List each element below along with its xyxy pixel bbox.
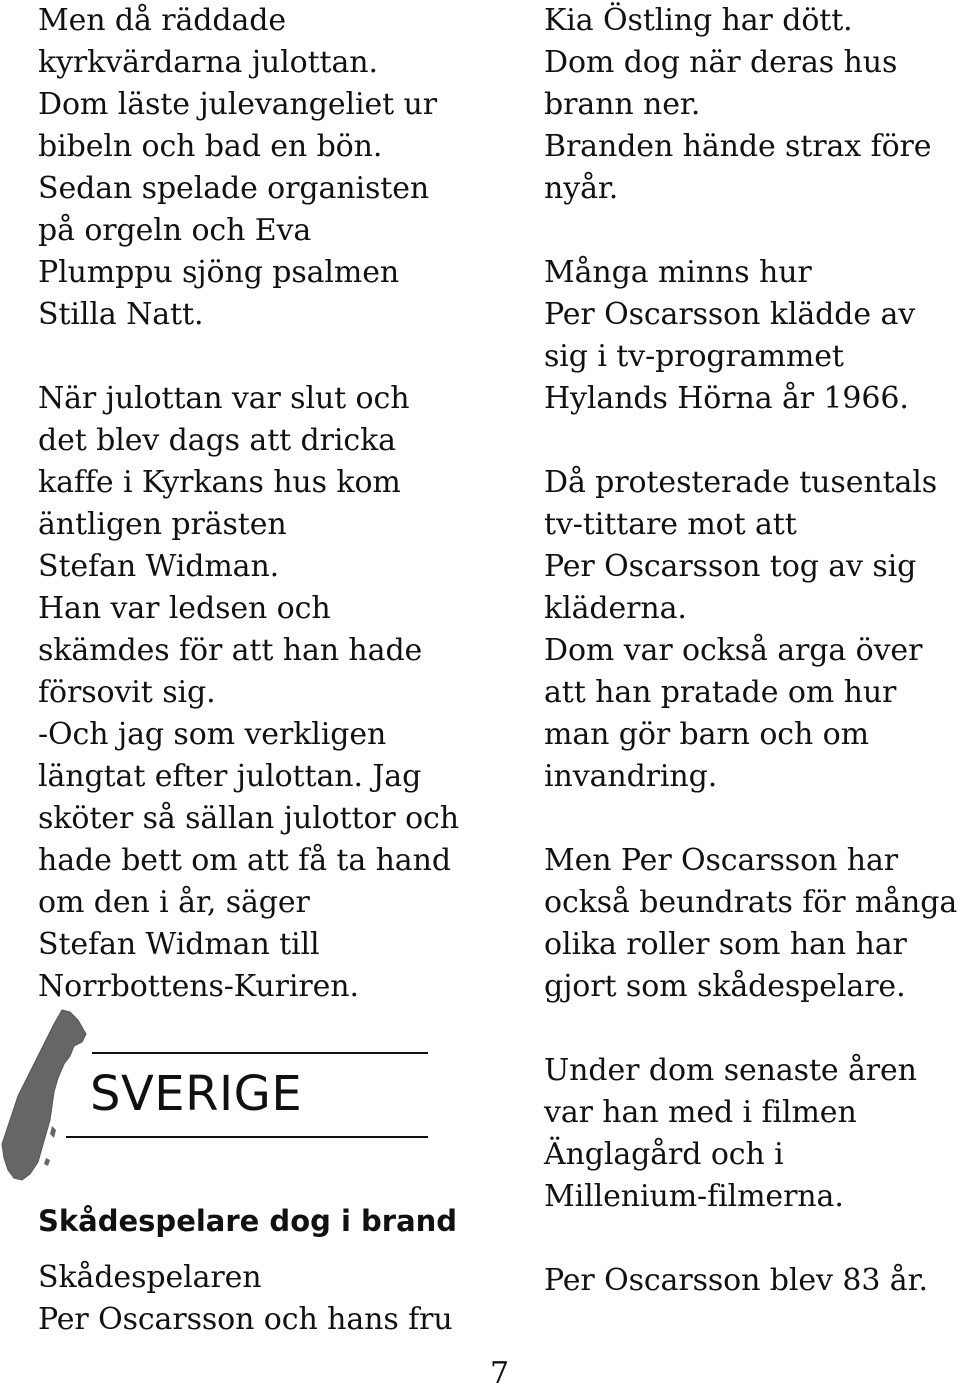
page-number: 7: [490, 1356, 510, 1391]
text-line: invandring.: [544, 759, 718, 794]
text-line: gjort som skådespelare.: [544, 969, 906, 1004]
text-line: Stefan Widman till: [38, 927, 320, 962]
text-line: sig i tv-programmet: [544, 339, 844, 374]
paragraph: [544, 0, 960, 210]
paragraph: [544, 840, 960, 1008]
text-line: att han pratade om hur: [544, 675, 897, 710]
paragraph: [544, 1050, 960, 1218]
text-line: Han var ledsen och: [38, 591, 331, 626]
left-column: [38, 0, 508, 1008]
text-line: Stefan Widman.: [38, 549, 280, 584]
article-intro: [38, 1257, 453, 1341]
paragraph: [38, 0, 508, 336]
text-line: det blev dags att dricka: [38, 423, 396, 458]
text-line: Dom var också arga över: [544, 633, 923, 668]
text-line: äntligen prästen: [38, 507, 287, 542]
paragraph: [544, 462, 960, 798]
section-rule-bottom: [66, 1136, 428, 1138]
text-line: olika roller som han har: [544, 927, 907, 962]
text-line: Dom dog när deras hus: [544, 45, 898, 80]
text-line: Per Oscarsson blev 83 år.: [544, 1263, 928, 1298]
paragraph-gap: [544, 1008, 960, 1050]
text-line: kyrkvärdarna julottan.: [38, 45, 378, 80]
text-line: Många minns hur: [544, 255, 812, 290]
article-headline: Skådespelare dog i brand: [38, 1204, 458, 1238]
paragraph-gap: [544, 1218, 960, 1260]
paragraph-gap: [544, 210, 960, 252]
text-line: tv-tittare mot att: [544, 507, 797, 542]
paragraph: [38, 378, 508, 1008]
text-line: hade bett om att få ta hand: [38, 843, 451, 878]
paragraph-gap: [38, 336, 508, 378]
text-line: Norrbottens-Kuriren.: [38, 969, 359, 1004]
paragraph: [544, 1260, 960, 1302]
text-line: sköter så sällan julottor och: [38, 801, 459, 836]
text-line: Stilla Natt.: [38, 297, 204, 332]
text-line: bibeln och bad en bön.: [38, 129, 383, 164]
text-line: Branden hände strax före: [544, 129, 932, 164]
text-line: Under dom senaste åren: [544, 1053, 917, 1088]
text-line: Hylands Hörna år 1966.: [544, 381, 909, 416]
text-line: Per Oscarsson klädde av: [544, 297, 916, 332]
text-line: längtat efter julottan. Jag: [38, 759, 422, 794]
text-line: försovit sig.: [38, 675, 216, 710]
text-line: kläderna.: [544, 591, 687, 626]
section-rule-top: [92, 1052, 428, 1054]
text-line: Millenium-filmerna.: [544, 1179, 844, 1214]
text-line: Änglagård och i: [544, 1137, 784, 1172]
paragraph: [544, 252, 960, 420]
text-line: När julottan var slut och: [38, 381, 410, 416]
paragraph-gap: [544, 420, 960, 462]
text-line: Men då räddade: [38, 3, 287, 38]
article-line: Skådespelaren: [38, 1260, 262, 1295]
section-label: SVERIGE: [90, 1066, 303, 1122]
text-line: skämdes för att han hade: [38, 633, 423, 668]
text-line: brann ner.: [544, 87, 701, 122]
text-line: var han med i filmen: [544, 1095, 857, 1130]
text-line: på orgeln och Eva: [38, 213, 312, 248]
paragraph-gap: [544, 798, 960, 840]
right-column: [544, 0, 960, 1302]
text-line: Per Oscarsson tog av sig: [544, 549, 917, 584]
text-line: Dom läste julevangeliet ur: [38, 87, 438, 122]
text-line: kaffe i Kyrkans hus kom: [38, 465, 401, 500]
text-line: Kia Östling har dött.: [544, 3, 853, 38]
text-line: nyår.: [544, 171, 619, 206]
text-line: man gör barn och om: [544, 717, 869, 752]
article-line: Per Oscarsson och hans fru: [38, 1302, 453, 1337]
text-line: -Och jag som verkligen: [38, 717, 387, 752]
text-line: om den i år, säger: [38, 885, 310, 920]
sweden-map-icon: [0, 1008, 95, 1186]
text-line: Plumppu sjöng psalmen: [38, 255, 400, 290]
text-line: Sedan spelade organisten: [38, 171, 430, 206]
text-line: också beundrats för många: [544, 885, 958, 920]
text-line: Men Per Oscarsson har: [544, 843, 898, 878]
text-line: Då protesterade tusentals: [544, 465, 938, 500]
